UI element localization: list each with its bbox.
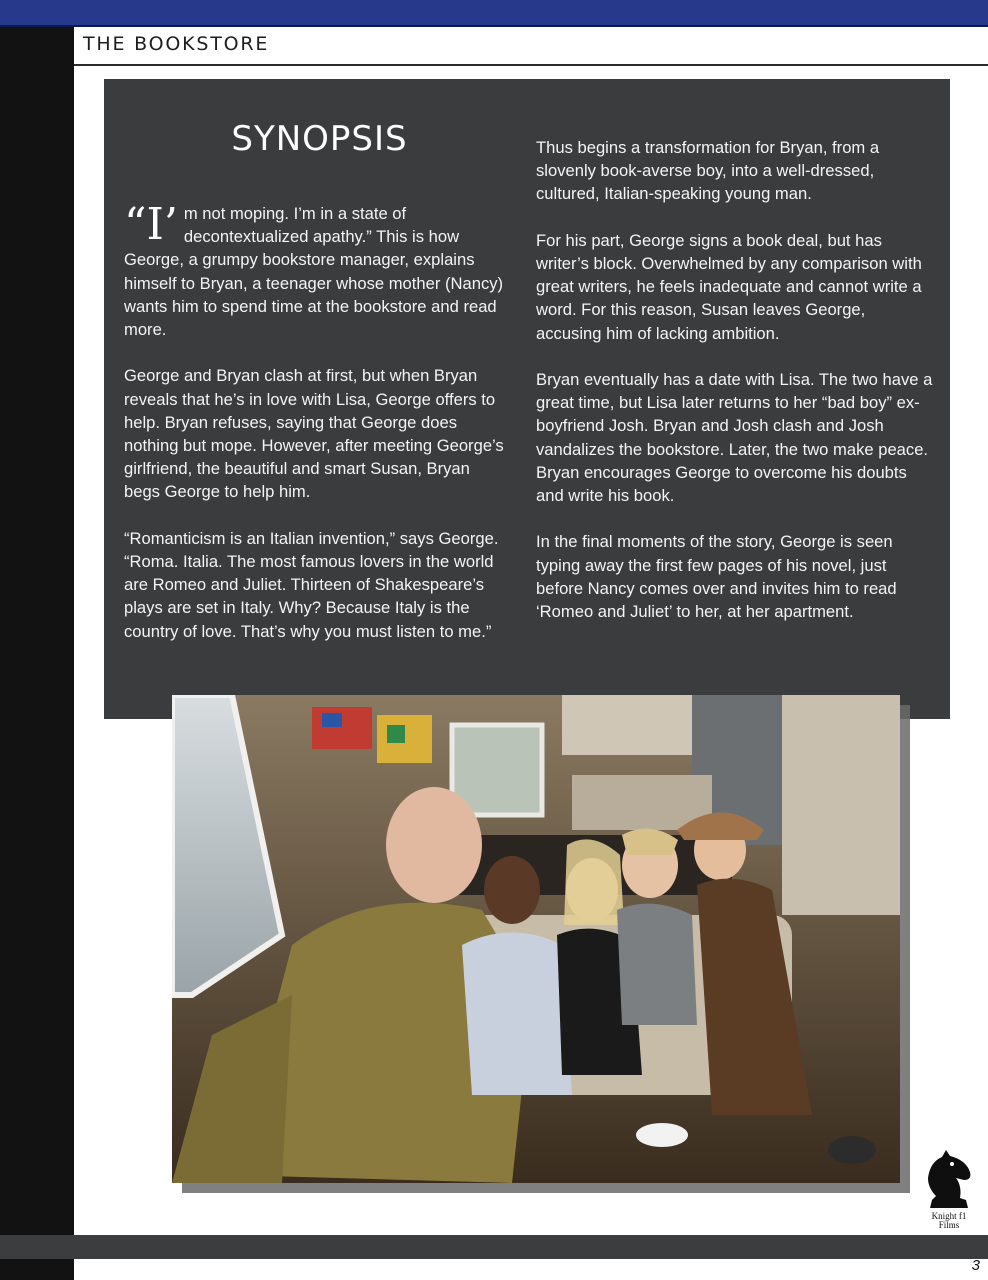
header-divider xyxy=(74,64,988,66)
knight-logo xyxy=(916,1150,982,1236)
drop-cap: “I’ xyxy=(124,199,178,250)
cast-photo xyxy=(172,695,900,1183)
section-title: THE BOOKSTORE xyxy=(83,33,270,55)
left-margin-bar xyxy=(0,27,74,1280)
synopsis-paragraph: In the final moments of the story, George is seen typing away the first few pages of his novel, just before Nancy comes over and invites him to read ‘Romeo and Juliet’ to her, at her apartment. xyxy=(536,532,897,622)
top-accent-bar xyxy=(0,0,988,25)
synopsis-paragraph: For his part, George signs a book deal, but has writer’s block. Overwhelmed by any comparison with great writers, he feels inadequate and cannot write a word. For this reason, Susan leaves George, accusing him of lacking ambition. xyxy=(536,230,922,343)
logo-line-1: Knight f1 xyxy=(931,1211,967,1221)
synopsis-paragraph: “Romanticism is an Italian invention,” says George. “Roma. Italia. The most famous lovers in the world are Romeo and Juliet. Thirteen of Shakespeare’s plays are set in Italy. Why? Because Italy is the country of love. That’s why you must listen to me.” xyxy=(124,528,499,641)
logo-line-2: Films xyxy=(938,1220,960,1230)
synopsis-paragraph: Bryan eventually has a date with Lisa. The two have a great time, but Lisa later returns to her “bad boy” ex-boyfriend Josh. Bryan and Josh clash and Josh vandalizes the bookstore. Later, the two make peace. Bryan encourages George to overcome his doubts and write his book. xyxy=(536,370,933,506)
top-accent-line xyxy=(0,25,988,27)
synopsis-right-column xyxy=(536,136,934,646)
logo-text xyxy=(916,1212,982,1230)
paragraph-text: m not moping. I’m in a state of decontextualized apathy.” This is how George, a grumpy bookstore manager, explains himself to Bryan, a teenager whose mother (Nancy) wants him to spend time at the bookstore and read more. xyxy=(124,204,504,340)
synopsis-paragraph: George and Bryan clash at first, but when Bryan reveals that he’s in love with Lisa, George offers to help. Bryan refuses, saying that George does nothing but mope. However, after meeting George’s girlfriend, the beautiful and smart Susan, Bryan begs George to help him. xyxy=(124,366,504,502)
page-number: 3 xyxy=(971,1257,980,1274)
knight-chess-icon xyxy=(916,1150,982,1210)
synopsis-paragraph: Thus begins a transformation for Bryan, from a slovenly book-averse boy, into a well-dressed, cultured, Italian-speaking young man. xyxy=(536,138,880,204)
footer-bar xyxy=(0,1235,988,1259)
synopsis-left-column xyxy=(124,199,504,666)
synopsis-panel xyxy=(104,79,950,719)
synopsis-paragraph xyxy=(124,199,504,341)
synopsis-heading: SYNOPSIS xyxy=(231,119,408,159)
